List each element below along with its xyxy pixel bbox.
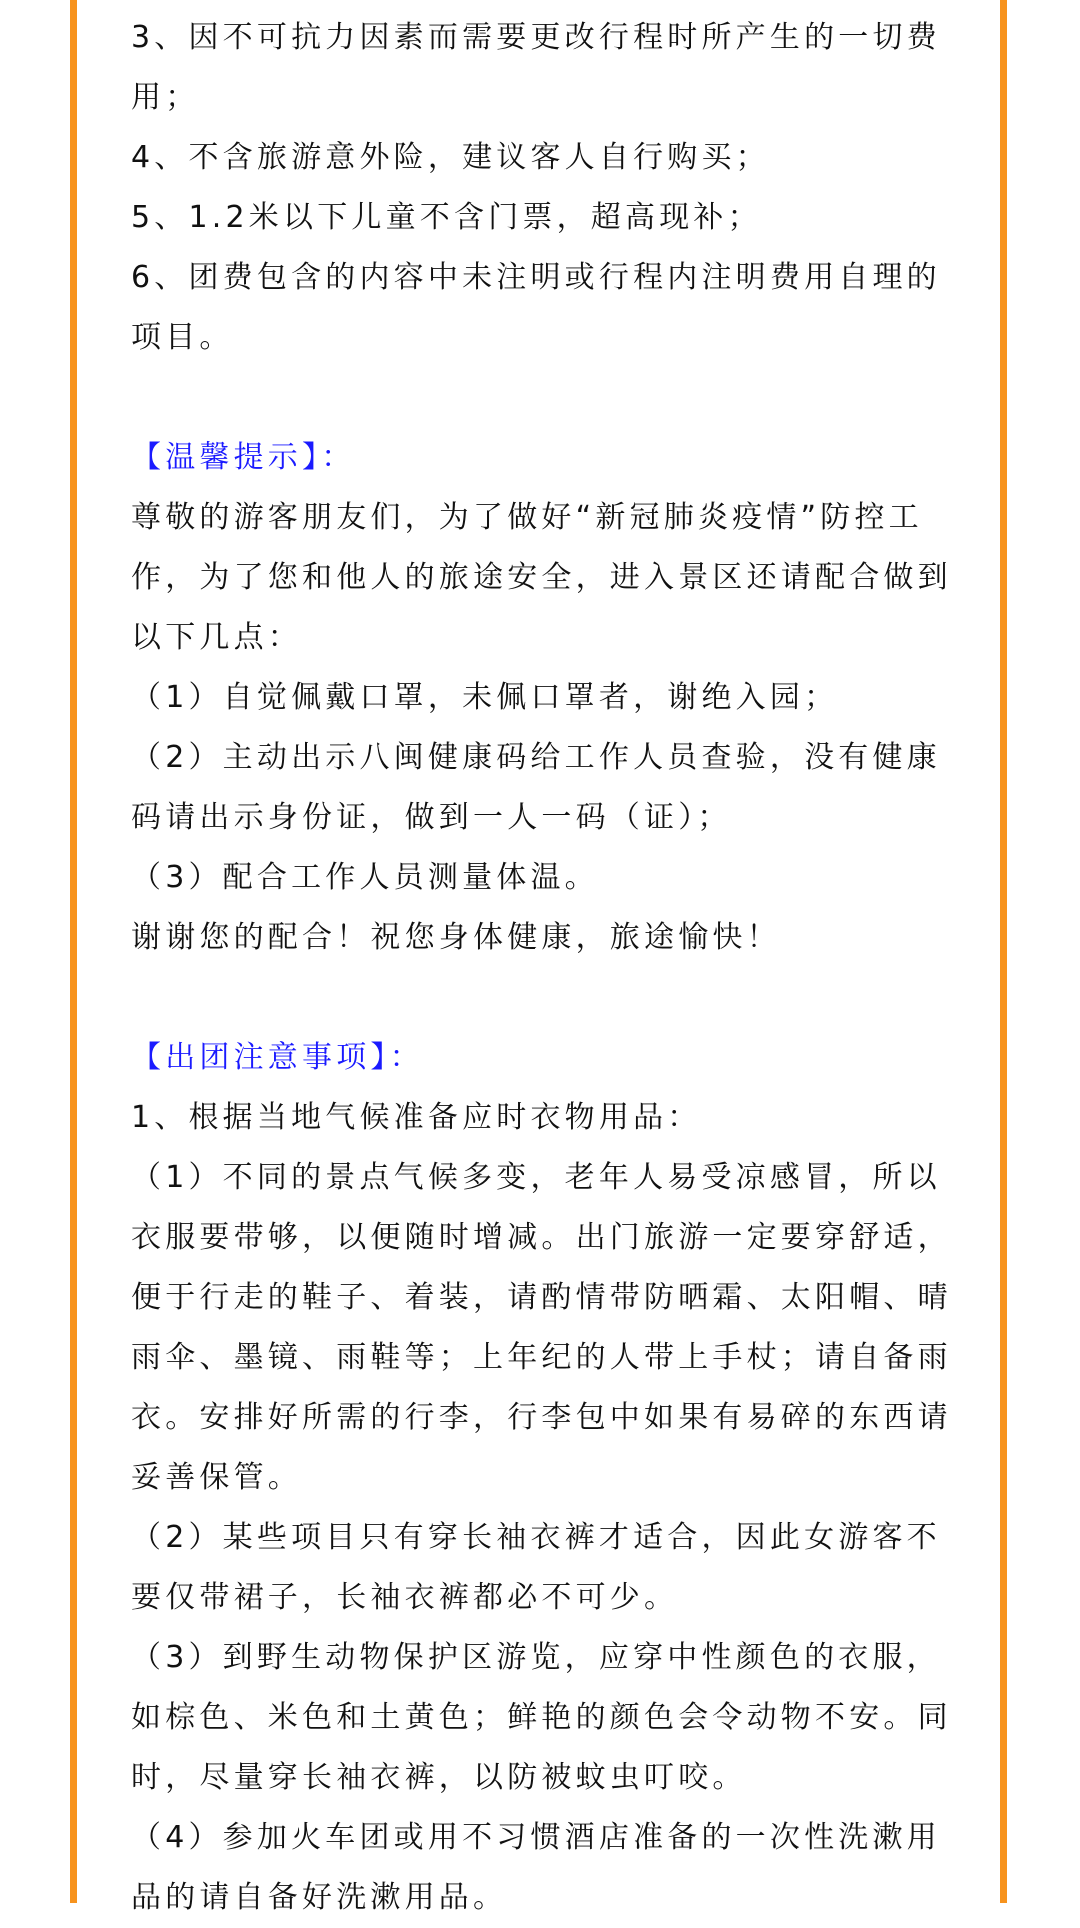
warm-tips-item-2: （2）主动出示八闽健康码给工作人员查验，没有健康码请出示身份证，做到一人一码（证）； xyxy=(131,740,941,835)
travel-notes-subitem-4: （4）参加火车团或用不习惯酒店准备的一次性洗漱用品的请自备好洗漱用品。 xyxy=(131,1820,941,1915)
itinerary-notes-content xyxy=(131,8,966,1928)
warm-tips-item-1: （1）自觉佩戴口罩，未佩口罩者，谢绝入园； xyxy=(131,680,839,715)
warm-tips-thanks: 谢谢您的配合！祝您身体健康，旅途愉快！ xyxy=(131,920,781,955)
fee-exclusion-item-3: 3、因不可抗力因素而需要更改行程时所产生的一切费用； xyxy=(131,20,941,115)
fee-exclusion-item-5: 5、1.2米以下儿童不含门票，超高现补； xyxy=(131,200,762,235)
section-gap xyxy=(131,368,966,428)
section-gap xyxy=(131,968,966,1028)
travel-notes-subitem-3: （3）到野生动物保护区游览，应穿中性颜色的衣服，如棕色、米色和土黄色；鲜艳的颜色会令动物不安。同时，尽量穿长袖衣裤，以防被蚊虫叮咬。 xyxy=(131,1640,952,1795)
right-orange-border xyxy=(1000,0,1007,1903)
travel-notes-item-1: 1、根据当地气候准备应时衣物用品： xyxy=(131,1100,702,1135)
travel-notes-subitem-1: （1）不同的景点气候多变，老年人易受凉感冒，所以衣服要带够，以便随时增减。出门旅游一定要穿舒适，便于行走的鞋子、着装，请酌情带防晒霜、太阳帽、晴雨伞、墨镜、雨鞋等；上年纪的人带上手杖；请自备雨衣。安排好所需的行李，行李包中如果有易碎的东西请妥善保管。 xyxy=(131,1160,952,1495)
fee-exclusion-item-6: 6、团费包含的内容中未注明或行程内注明费用自理的项目。 xyxy=(131,260,941,355)
fee-exclusion-item-4: 4、不含旅游意外险，建议客人自行购买； xyxy=(131,140,770,175)
warm-tips-item-3: （3）配合工作人员测量体温。 xyxy=(131,860,599,895)
left-orange-border xyxy=(70,0,77,1903)
travel-notes-heading: 【出团注意事项】： xyxy=(131,1040,424,1075)
warm-tips-intro: 尊敬的游客朋友们，为了做好“新冠肺炎疫情”防控工作，为了您和他人的旅途安全，进入景区还请配合做到以下几点： xyxy=(131,500,952,655)
warm-tips-heading: 【温馨提示】： xyxy=(131,440,356,475)
travel-notes-subitem-2: （2）某些项目只有穿长袖衣裤才适合，因此女游客不要仅带裙子，长袖衣裤都必不可少。 xyxy=(131,1520,941,1615)
